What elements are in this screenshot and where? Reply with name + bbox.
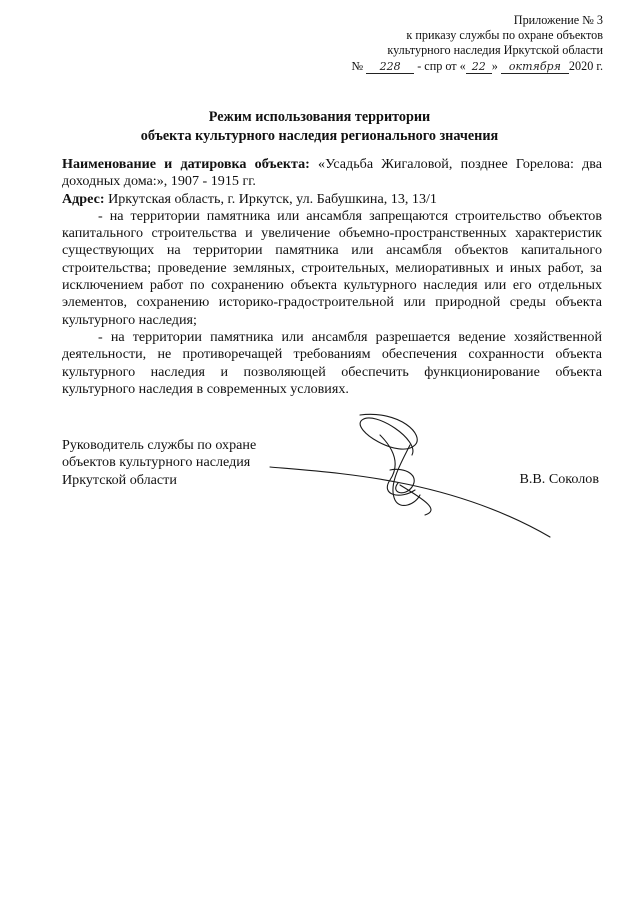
signatory-name: В.В. Соколов [519, 471, 599, 487]
number-sign: № [351, 58, 364, 73]
position-line-1: Руководитель службы по охране [62, 437, 257, 453]
handwritten-order-number: 228 [366, 61, 414, 74]
handwritten-month: октября [501, 61, 569, 74]
title-line-2: объекта культурного наследия регионального значения [140, 127, 499, 144]
document-body [62, 156, 602, 398]
appendix-agency-line: культурного наследия Иркутской области [387, 43, 603, 58]
object-name-paragraph [62, 156, 602, 191]
address-value: Иркутская область, г. Иркутск, ул. Бабушкина, 13, 13/1 [108, 190, 437, 207]
object-name-label: Наименование и датировка объекта: [62, 156, 310, 172]
title-line-1: Режим использования территории [208, 109, 431, 125]
document-title [0, 108, 639, 145]
day-close-quote: » [491, 58, 498, 73]
appendix-number-line [283, 59, 603, 74]
appendix-order-line: к приказу службы по охране объектов [406, 28, 603, 43]
object-name-value: «Усадьба Жигаловой, позднее Горелова: два доходных дома:», 1907 - 1915 гг. [62, 156, 602, 190]
address-paragraph [62, 191, 602, 208]
appendix-title: Приложение № 3 [513, 13, 603, 27]
handwritten-day: 22 [466, 61, 492, 74]
permission-paragraph: - на территории памятника или ансамбля разрешается ведение хозяйственной деятельности, не противоречащей требованиям обеспечения сохранности объекта культурного наследия и позволяющей обеспечить функционирование объекта культурного наследия в современных условиях. [62, 328, 602, 397]
position-line-2: объектов культурного наследия [62, 454, 251, 471]
appendix-header [283, 13, 603, 74]
number-suffix: - спр от « [417, 58, 466, 73]
order-year: 2020 г. [568, 58, 603, 73]
position-line-3: Иркутской области [62, 471, 177, 488]
prohibition-paragraph: - на территории памятника или ансамбля запрещаются строительство объектов капитального строительства и увеличение объемно-пространственных характеристик существующих на территории памятника или ансамбля объектов капитального строительства; проведение земляных, строительных, мелиоративных и иных работ, за исключением работ по сохранению объекта культурного наследия или его отдельных элементов, сохранению историко-градостроительной или природной среды объекта культурного наследия; [62, 207, 602, 328]
address-label: Адрес: [62, 190, 105, 207]
